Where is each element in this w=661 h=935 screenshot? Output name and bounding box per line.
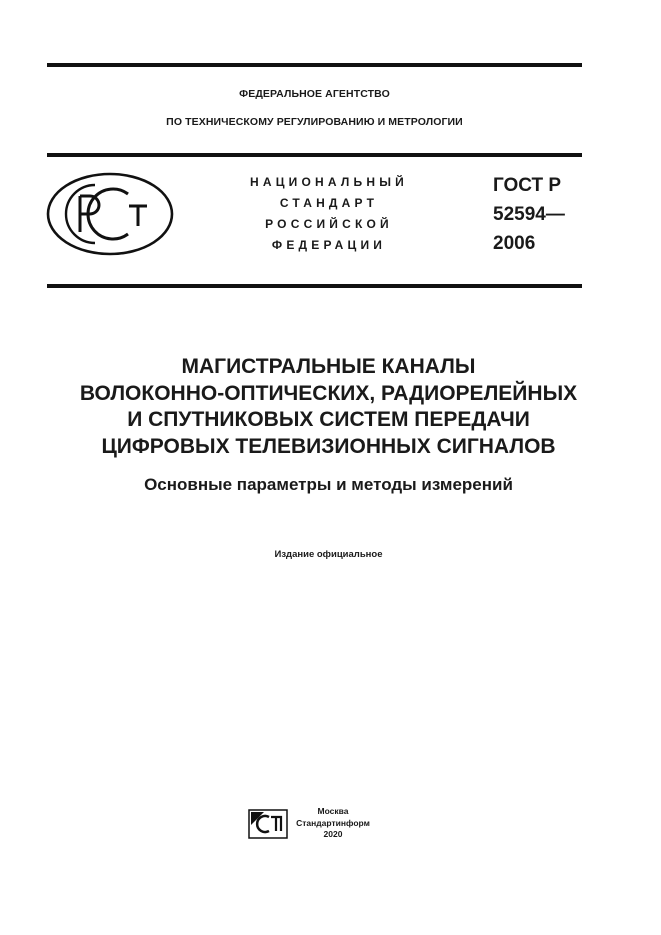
document-title — [47, 354, 610, 460]
standard-divider — [47, 284, 582, 288]
publisher-year: 2020 — [323, 829, 343, 839]
header-divider — [47, 153, 582, 157]
title-line: И СПУТНИКОВЫХ СИСТЕМ ПЕРЕДАЧИ — [127, 408, 530, 431]
rst-certification-mark-icon — [46, 172, 174, 256]
standard-line: СТАНДАРТ — [279, 196, 379, 210]
standard-line: НАЦИОНАЛЬНЫЙ — [249, 175, 409, 189]
gost-number — [493, 171, 565, 258]
title-line: ЦИФРОВЫХ ТЕЛЕВИЗИОННЫХ СИГНАЛОВ — [101, 434, 556, 458]
gost-line: 2006 — [493, 233, 536, 254]
gost-line: ГОСТ Р — [493, 175, 562, 196]
publisher-name: Стандартинформ — [296, 817, 370, 828]
national-standard-label — [220, 172, 438, 256]
agency-line-2: ПО ТЕХНИЧЕСКОМУ РЕГУЛИРОВАНИЮ И МЕТРОЛОГИИ — [166, 116, 463, 128]
publisher-block — [293, 806, 373, 841]
title-line: МАГИСТРАЛЬНЫЕ КАНАЛЫ — [181, 355, 476, 378]
standard-line: ФЕДЕРАЦИИ — [271, 238, 387, 252]
standard-line: РОССИЙСКОЙ — [265, 217, 393, 231]
standartinform-logo-icon — [248, 809, 288, 839]
edition-note: Издание официальное — [274, 549, 383, 560]
publisher-city: Москва — [317, 806, 349, 816]
gost-line: 52594— — [493, 204, 565, 225]
document-subtitle: Основные параметры и методы измерений — [144, 475, 513, 494]
top-divider — [47, 63, 582, 67]
title-line: ВОЛОКОННО-ОПТИЧЕСКИХ, РАДИОРЕЛЕЙНЫХ — [79, 381, 578, 405]
agency-line-1: ФЕДЕРАЛЬНОЕ АГЕНТСТВО — [239, 88, 390, 100]
